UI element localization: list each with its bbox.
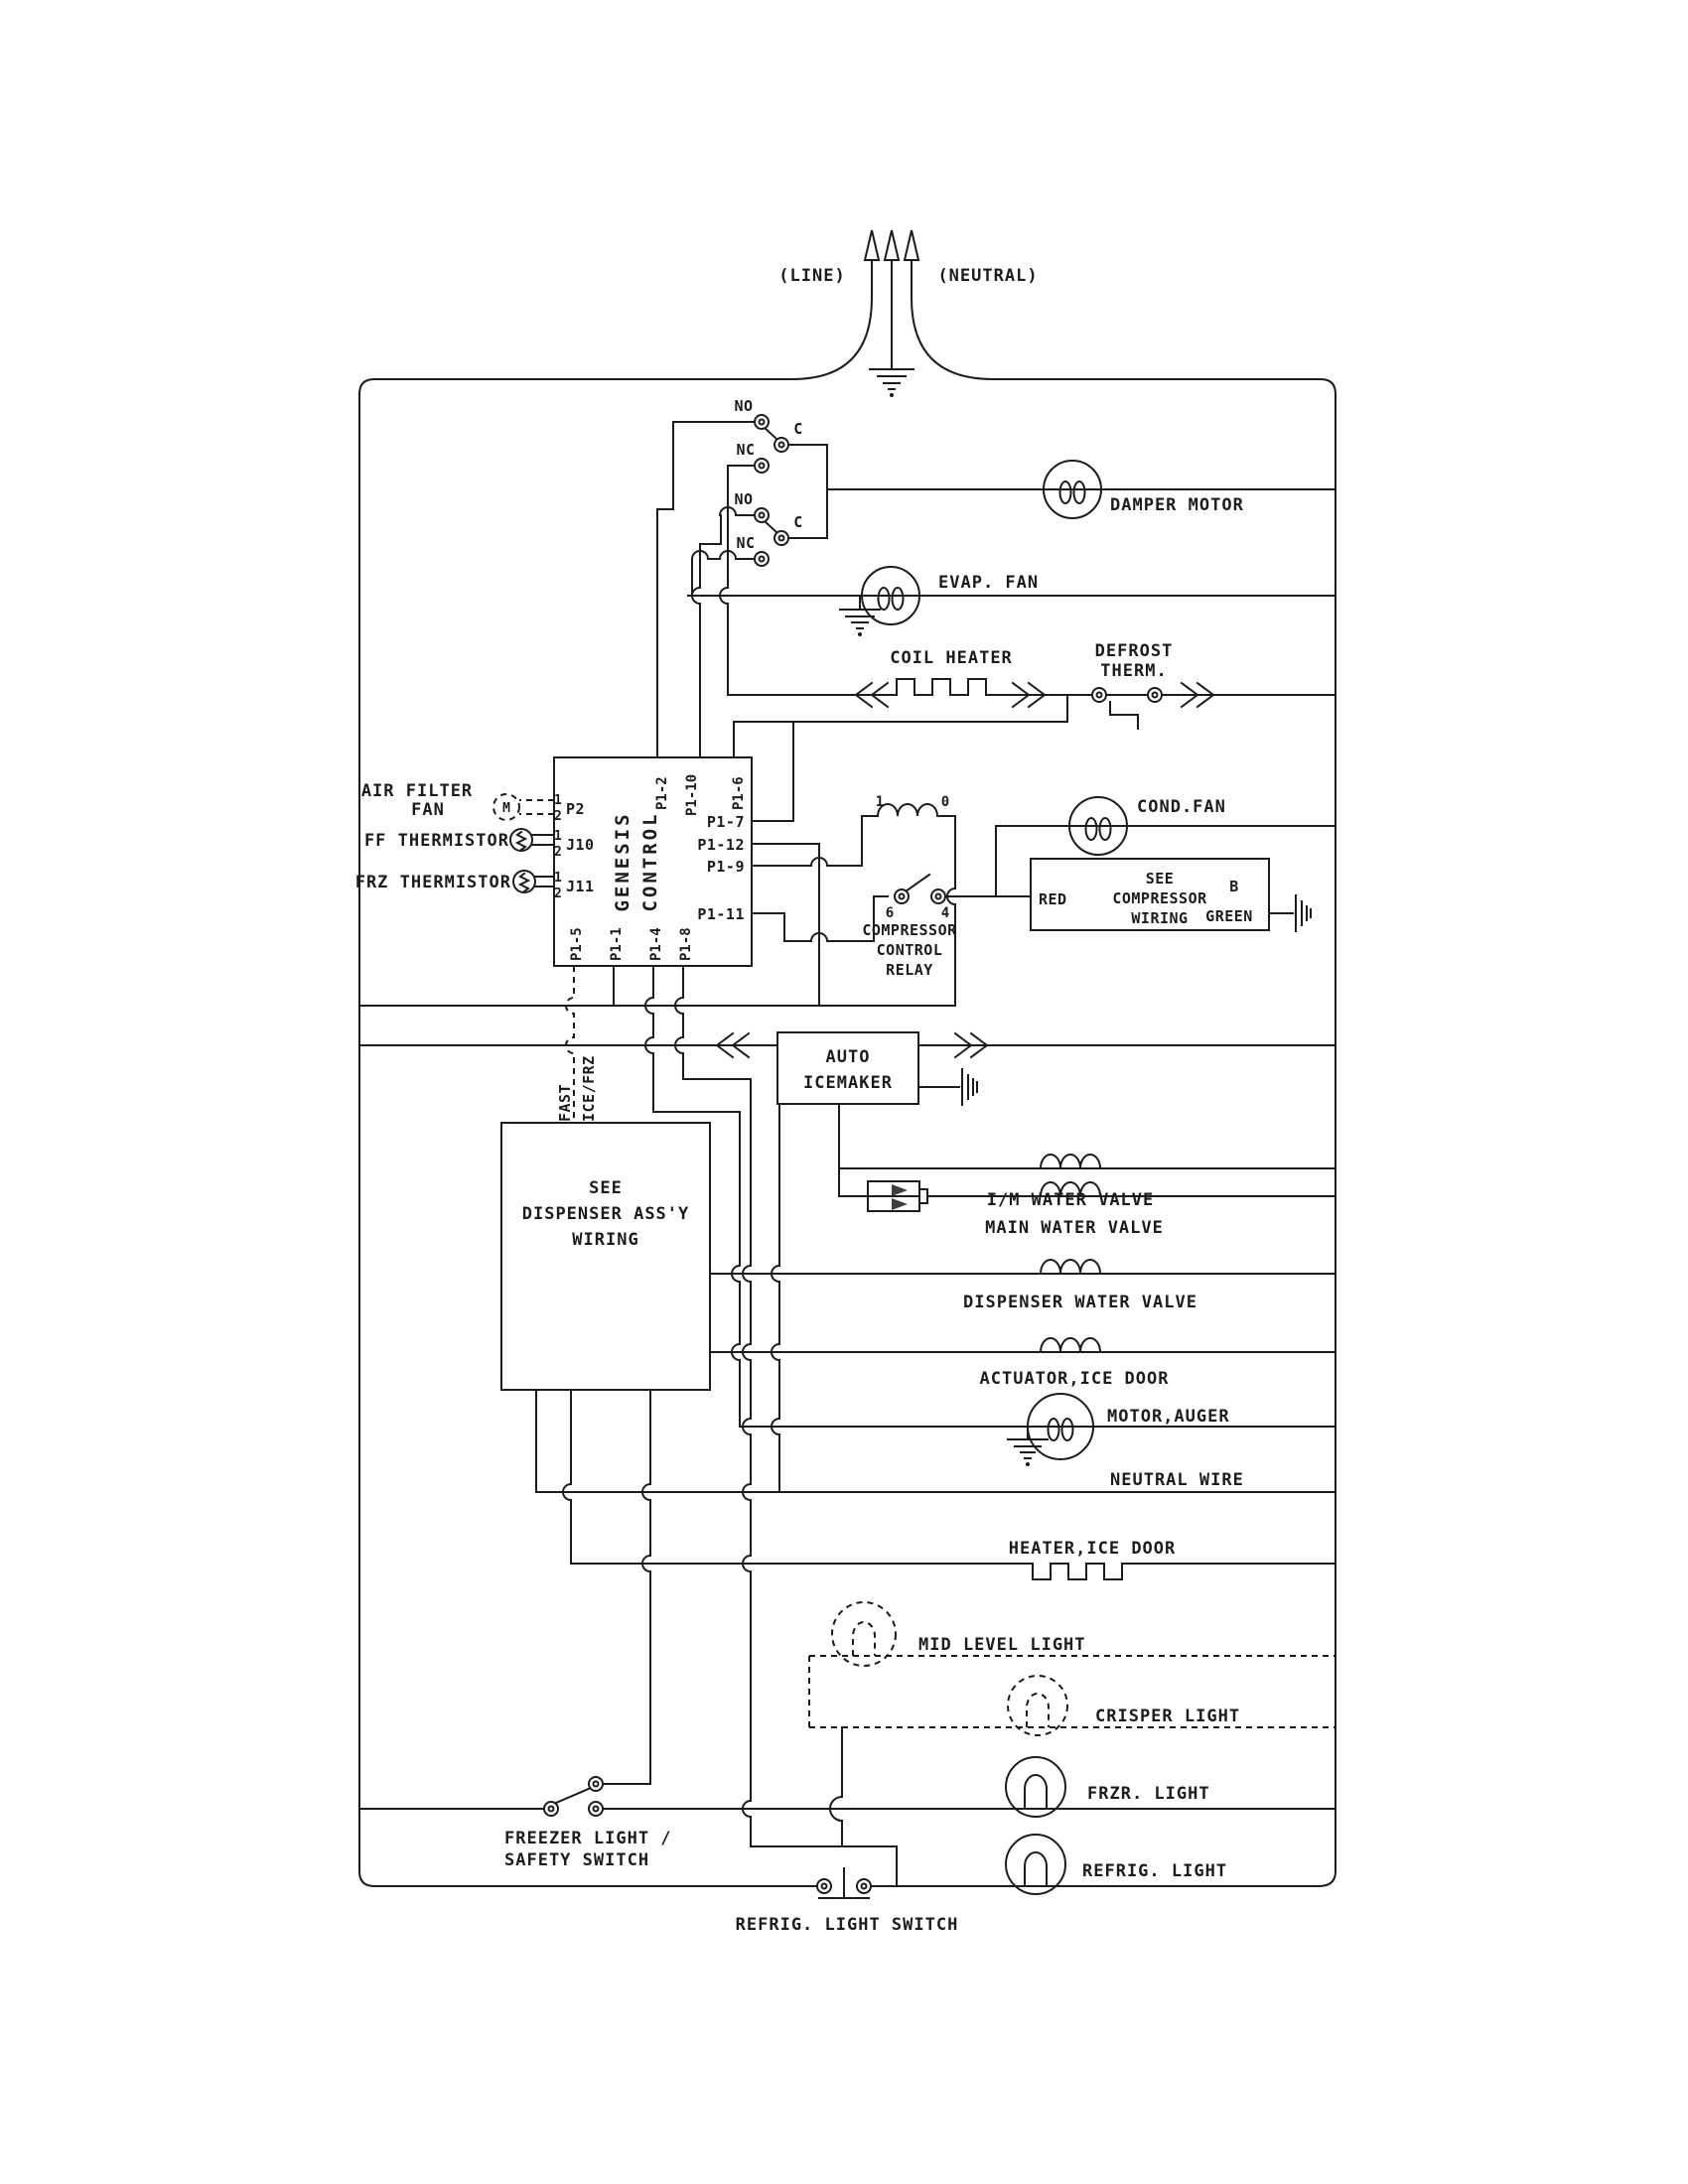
evap-fan bbox=[688, 567, 1336, 636]
relay-coil-0-label: 0 bbox=[940, 794, 950, 810]
fast-ice-label-1: FAST bbox=[556, 1083, 574, 1122]
relay-coil-1-label: 1 bbox=[875, 794, 885, 810]
main-water-valve-label: MAIN WATER VALVE bbox=[985, 1218, 1164, 1238]
line-arrow-icon bbox=[865, 230, 879, 260]
freezer-switch-label-2: SAFETY SWITCH bbox=[504, 1850, 650, 1870]
refrig-light-label: REFRIG. LIGHT bbox=[1082, 1861, 1228, 1881]
auger-ground-icon bbox=[1008, 1427, 1048, 1466]
pin-p1-9: P1-9 bbox=[706, 858, 745, 876]
board-name-1: GENESIS bbox=[612, 811, 633, 912]
coil-heater-label: COIL HEATER bbox=[890, 648, 1013, 668]
refrig-light-circuit bbox=[736, 1835, 1227, 1935]
air-filter-motor-m: M bbox=[502, 801, 510, 816]
icemaker-return-wire bbox=[772, 1104, 779, 1492]
compressor-wiring-box bbox=[1031, 859, 1311, 931]
switch2-nc-label: NC bbox=[736, 534, 756, 552]
air-filter-label-2: FAN bbox=[411, 800, 445, 820]
comp-box-green-label: GREEN bbox=[1205, 907, 1253, 925]
relay-label-1: COMPRESSOR bbox=[862, 921, 957, 939]
cond-fan-label: COND.FAN bbox=[1137, 797, 1226, 817]
dispenser-assy-box bbox=[501, 1123, 710, 1390]
crisper-light-label: CRISPER LIGHT bbox=[1095, 1706, 1241, 1726]
pin-p1-2: P1-2 bbox=[654, 776, 670, 810]
switch1-nc-label: NC bbox=[736, 441, 756, 459]
frzr-light-label: FRZR. LIGHT bbox=[1087, 1784, 1210, 1804]
j11-pin1: 1 bbox=[554, 871, 562, 886]
evap-fan-label: EVAP. FAN bbox=[938, 573, 1040, 593]
j10-label: J10 bbox=[566, 836, 595, 854]
damper-motor-label: DAMPER MOTOR bbox=[1110, 495, 1244, 515]
earth-ground-icon bbox=[870, 369, 914, 397]
j11-label: J11 bbox=[566, 878, 595, 895]
defrost-therm-label-2: THERM. bbox=[1100, 661, 1168, 681]
dispenser-box-line-3: WIRING bbox=[572, 1230, 639, 1250]
j10-pin1: 1 bbox=[554, 829, 562, 844]
genesis-control-board bbox=[355, 757, 752, 966]
ground-arrow-icon bbox=[885, 230, 899, 260]
dispenser-water-valve bbox=[710, 1260, 1336, 1312]
door-switch-2 bbox=[692, 490, 803, 757]
defrost-therm-label-1: DEFROST bbox=[1094, 641, 1174, 661]
p2-pin1: 1 bbox=[554, 793, 562, 808]
switch2-no-label: NO bbox=[734, 490, 754, 508]
ff-thermistor-label: FF THERMISTOR bbox=[363, 831, 509, 851]
board-wiring bbox=[556, 722, 897, 1886]
comp-box-line-2: COMPRESSOR bbox=[1112, 889, 1207, 907]
pin-p1-6: P1-6 bbox=[731, 776, 747, 810]
refrig-light-switch-label: REFRIG. LIGHT SWITCH bbox=[735, 1915, 959, 1935]
freezer-switch-label-1: FREEZER LIGHT / bbox=[504, 1829, 672, 1848]
switch2-c-label: C bbox=[793, 513, 803, 531]
valve-diode-block bbox=[868, 1181, 927, 1211]
chassis-ground-icon bbox=[1296, 895, 1311, 931]
mid-level-light-label: MID LEVEL LIGHT bbox=[918, 1635, 1086, 1655]
j10-pin2: 2 bbox=[554, 845, 562, 860]
auto-icemaker bbox=[717, 1032, 1336, 1196]
switch1-no-label: NO bbox=[734, 397, 754, 415]
p2-pin2: 2 bbox=[554, 809, 562, 824]
dispenser-box-line-1: SEE bbox=[589, 1178, 623, 1198]
pin-p1-1: P1-1 bbox=[609, 927, 625, 961]
comp-box-b-label: B bbox=[1229, 878, 1239, 895]
line-label: (LINE) bbox=[778, 266, 846, 286]
pin-p1-8: P1-8 bbox=[678, 927, 694, 961]
defrost-circuit bbox=[728, 641, 1336, 757]
mid-level-light bbox=[809, 1602, 1336, 1666]
dispenser-water-valve-label: DISPENSER WATER VALVE bbox=[963, 1293, 1197, 1312]
pin-p1-11: P1-11 bbox=[697, 905, 745, 923]
pin-p1-12: P1-12 bbox=[697, 836, 745, 854]
comp-box-line-1: SEE bbox=[1145, 870, 1175, 887]
relay-label-3: RELAY bbox=[886, 961, 933, 979]
relay-contact-4-label: 4 bbox=[940, 905, 950, 921]
p2-label: P2 bbox=[566, 800, 586, 818]
damper-motor bbox=[827, 461, 1336, 518]
relay-label-2: CONTROL bbox=[876, 941, 943, 959]
door-switch-1 bbox=[657, 397, 827, 757]
air-filter-label-1: AIR FILTER bbox=[360, 781, 474, 801]
icemaker-label-1: AUTO bbox=[825, 1047, 871, 1067]
im-water-valve-label: I/M WATER VALVE bbox=[986, 1190, 1155, 1210]
heater-ice-door-label: HEATER,ICE DOOR bbox=[1008, 1539, 1177, 1559]
cond-fan bbox=[996, 797, 1336, 855]
j11-pin2: 2 bbox=[554, 887, 562, 901]
frz-thermistor-label: FRZ THERMISTOR bbox=[354, 873, 511, 892]
icemaker-label-2: ICEMAKER bbox=[803, 1073, 893, 1093]
neutral-label: (NEUTRAL) bbox=[937, 266, 1039, 286]
crisper-light bbox=[809, 1656, 1336, 1846]
pin-p1-5: P1-5 bbox=[569, 927, 585, 961]
switch1-c-label: C bbox=[793, 420, 803, 438]
pin-p1-7: P1-7 bbox=[706, 813, 745, 831]
comp-box-red-label: RED bbox=[1039, 890, 1067, 908]
fast-ice-label-2: ICE/FRZ bbox=[580, 1055, 598, 1122]
board-name-2: CONTROL bbox=[639, 811, 661, 912]
comp-box-line-3: WIRING bbox=[1131, 909, 1189, 927]
evap-fan-ground-icon bbox=[840, 596, 880, 636]
dispenser-box-line-2: DISPENSER ASS'Y bbox=[521, 1204, 690, 1224]
power-entry bbox=[778, 230, 1038, 397]
supply-rails bbox=[359, 1006, 955, 1045]
relay-contact-6-label: 6 bbox=[885, 905, 895, 921]
freezer-light-circuit bbox=[359, 1390, 1336, 1870]
actuator-ice-door-label: ACTUATOR,ICE DOOR bbox=[979, 1369, 1170, 1389]
actuator-ice-door bbox=[710, 1338, 1336, 1389]
neutral-wire-label: NEUTRAL WIRE bbox=[1110, 1470, 1244, 1490]
motor-auger-label: MOTOR,AUGER bbox=[1107, 1407, 1230, 1427]
pin-p1-4: P1-4 bbox=[648, 927, 664, 961]
neutral-wire bbox=[536, 1390, 1336, 1492]
neutral-arrow-icon bbox=[905, 230, 918, 260]
pin-p1-10: P1-10 bbox=[684, 773, 700, 816]
icemaker-chassis-ground-icon bbox=[962, 1069, 977, 1105]
motor-auger bbox=[740, 1394, 1336, 1466]
